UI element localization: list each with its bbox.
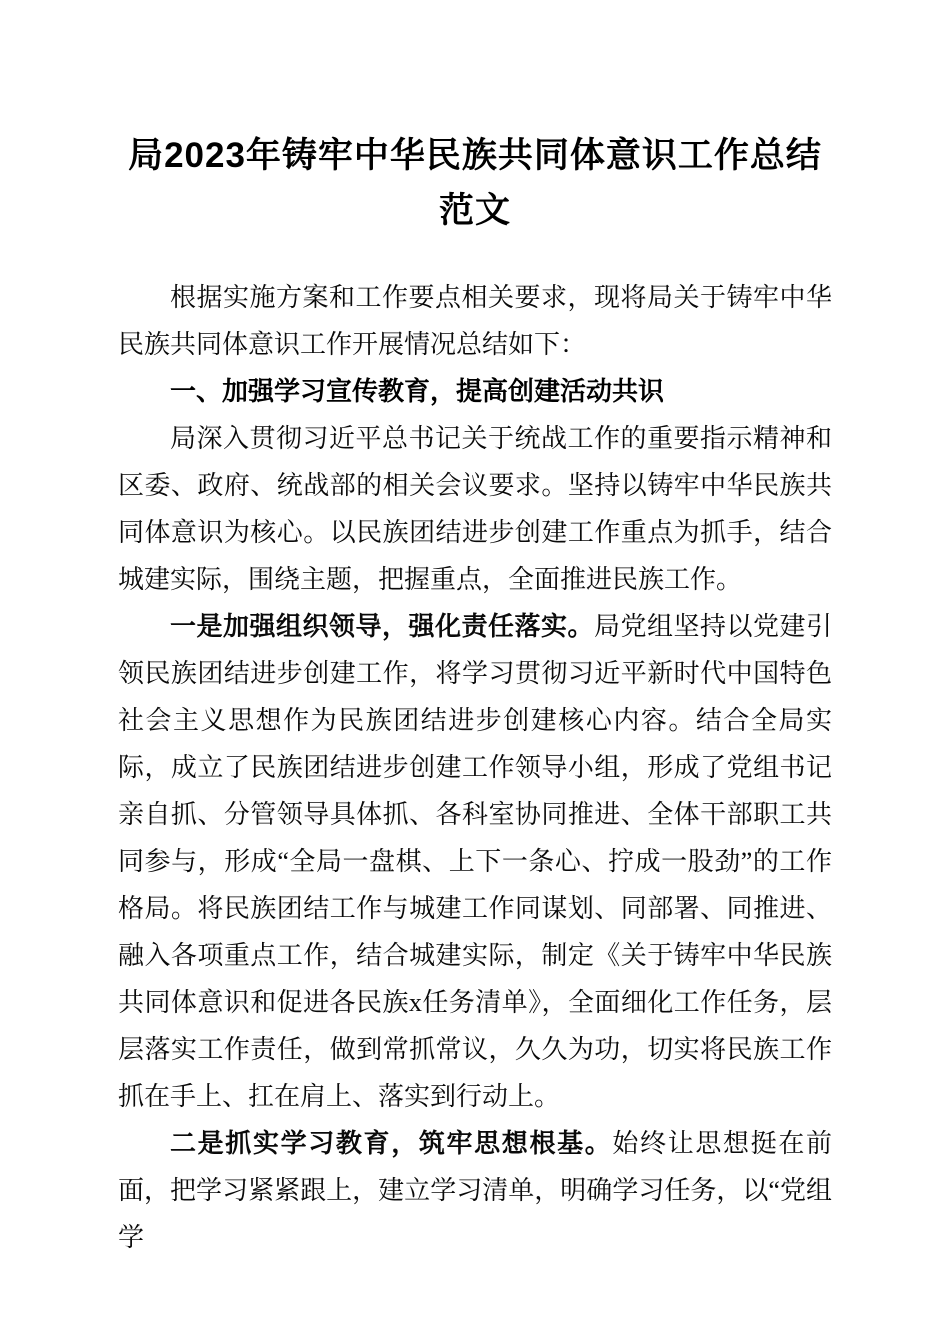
paragraph-point-2-lead: 二是抓实学习教育，筑牢思想根基。: [170, 1129, 613, 1158]
section-heading-1: 一、加强学习宣传教育，提高创建活动共识: [170, 376, 665, 406]
document-title-line-2: 范文: [438, 191, 511, 230]
paragraph-point-1-text: 局党组坚持以党建引领民族团结进步创建工作，将学习贯彻习近平新时代中国特色社会主义思想作为民族团结进步创建核心内容。结合全局实际，成立了民族团结进步创建工作领导小组，形成了党组书记亲自抓、分管领导具体抓、各科室协同推进、全体干部职工共同参与，形成“全局一盘棋、上下一条心、拧成一股劲”的工作格局。将民族团结工作与城建工作同谋划、同部署、同推进、融入各项重点工作，结合城建实际，制定《关于铸牢中华民族共同体意识和促进各民族x任务清单》，全面细化工作任务，层层落实工作责任，做到常抓常议，久久为功，切实将民族工作抓在手上、扛在肩上、落实到行动上。: [118, 612, 832, 1111]
paragraph-point-2: [118, 1120, 832, 1261]
document-title-line-1: 局2023年铸牢中华民族共同体意识工作总结: [128, 136, 822, 175]
paragraph-point-1: [118, 603, 832, 1120]
paragraph-point-2-text: 始终让思想挺在前面，把学习紧紧跟上，建立学习清单，明确学习任务，以“党组学: [118, 1129, 832, 1252]
paragraph-intro: 根据实施方案和工作要点相关要求，现将局关于铸牢中华民族共同体意识工作开展情况总结如下：: [118, 283, 832, 359]
paragraph-section-overview: 局深入贯彻习近平总书记关于统战工作的重要指示精神和区委、政府、统战部的相关会议要求。坚持以铸牢中华民族共同体意识为核心。以民族团结进步创建工作重点为抓手，结合城建实际，围绕主题，把握重点，全面推进民族工作。: [118, 424, 832, 594]
paragraph-point-1-lead: 一是加强组织领导，强化责任落实。: [170, 612, 594, 641]
document-title: [118, 128, 832, 238]
